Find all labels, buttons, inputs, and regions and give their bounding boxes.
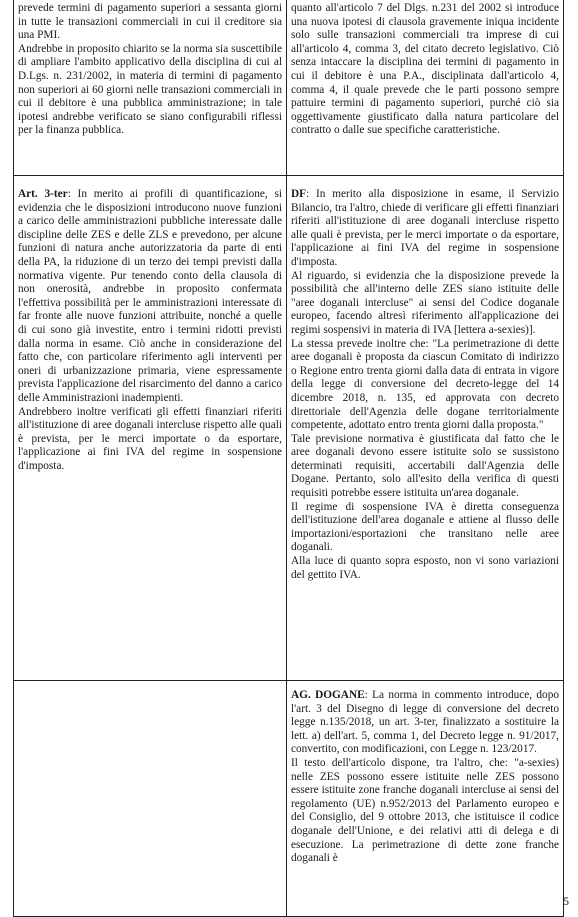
- paragraph: [18, 188, 282, 406]
- paragraph: [291, 689, 559, 757]
- comparison-table: [13, 0, 564, 917]
- left-cell: [14, 681, 287, 917]
- paragraph: Andrebbe in proposito chiarito se la norma sia suscettibile di ampliare l'ambito applicativo della disciplina di cui al D.Lgs. n. 231/2002, in materia di termini di pagamento non superiori ai 60 giorni nelle transazioni commerciali in cui il debitore è una pubblica amministrazione; in tale ipotesi andrebbe verificato se siano configurabili riflessi per la finanza pubblica.: [18, 42, 282, 137]
- paragraph: Al riguardo, si evidenzia che la disposizione prevede la possibilità che all'interno delle ZES siano istituite delle "aree doganali intercluse" ai sensi del Codice doganale europeo, facendo altresì riferimento all'applicazione dei regimi sospensivi in materia di IVA [lettera a-sexies)].: [291, 269, 559, 336]
- table-row: [14, 0, 564, 176]
- paragraph-text: : La norma in commento introduce, dopo l'art. 3 del Disegno di legge di conversione del decreto legge n.135/2018, un art. 3-ter, finalizzato a sostituire la lett. a) dell'art. 5, comma 1, del Decreto legge n. 91/2017, convertito, con modificazioni, con Legge n. 123/2017.: [291, 689, 559, 756]
- right-cell: [287, 681, 564, 917]
- paragraph: quanto all'articolo 7 del Dlgs. n.231 del 2002 si introduce una nuova ipotesi di clausola gravemente iniqua incidente solo sulle transazioni commerciali tra imprese di cui all'articolo 4, comma 3, del citato decreto legislativo. Ciò senza intaccare la disciplina dei termini di pagamento in cui il debitore è una P.A., disciplinata dall'articolo 4, comma 4, il quale prevede che le parti possono sempre pattuire termini di pagamento superiori, purché ciò sia oggettivamente giustificato dalla natura particolare del contratto o dalle sue specifiche caratteristiche.: [291, 2, 559, 137]
- right-cell: [287, 176, 564, 681]
- paragraph: Il testo dell'articolo dispone, tra l'altro, che: "a-sexies) nelle ZES possono essere istituite nelle ZES possono essere istituite zone franche doganali intercluse ai sensi del regolamento (UE) n.952/2013 del Parlamento europeo e del Consiglio, del 9 ottobre 2013, che istituisce il codice doganale dell'Unione, e dei relativi atti di delega e di esecuzione. La perimetrazione di dette zone franche doganali è: [291, 756, 559, 865]
- right-cell: [287, 0, 564, 176]
- paragraph: prevede termini di pagamento superiori a sessanta giorni in tutte le transazioni commerciali in cui il creditore sia una PMI.: [18, 2, 282, 42]
- page-number: 5: [563, 896, 569, 908]
- left-cell: [14, 0, 287, 176]
- section-heading: DF: [291, 188, 307, 200]
- table-row: [14, 681, 564, 917]
- left-cell: [14, 176, 287, 681]
- paragraph: Il regime di sospensione IVA è diretta conseguenza dell'istituzione dell'area doganale e attiene al flusso delle importazioni/esportazioni che transitano nelle aree doganali.: [291, 500, 559, 554]
- paragraph-text: : In merito alla disposizione in esame, il Servizio Bilancio, tra l'altro, chiede di verificare gli effetti finanziari riferiti all'istituzione di aree doganali intercluse rispetto alle quali è prevista, per le merci importate o da esportare, l'applicazione ai fini IVA del regime in sospensione d'imposta.: [291, 188, 559, 268]
- table-row: [14, 176, 564, 681]
- paragraph: Andrebbero inoltre verificati gli effetti finanziari riferiti all'istituzione di aree doganali intercluse rispetto alle quali è prevista, per le merci importate o da esportare, l'applicazione ai fini IVA del regime in sospensione d'imposta.: [18, 405, 282, 472]
- section-heading: AG. DOGANE: [291, 689, 365, 701]
- paragraph-text: : In merito ai profili di quantificazione, si evidenzia che le disposizioni introducono nuove funzioni a carico delle amministrazioni pubbliche interessate dalle discipline delle ZES e delle ZLS e prevedono, per alcune funzioni di natura anche autorizzatoria da parte di enti della PA, la riduzione di un terzo dei tempi previsti dalla normativa vigente. Pur tenendo conto della clausola di non onerosità, andrebbe in proposito confermata l'effettiva possibilità per le amministrazioni interessate di far fronte alle nuove funzioni attribuite, nonché a quelle di cui sono già investite, entro i termini ridotti previsti dalla norma in esame. Ciò anche in considerazione del fatto che, con particolare riferimento agli interventi per oneri di urbanizzazione primaria, viene espressamente prevista l'applicazione del risarcimento del danno a carico delle Amministrazioni inadempienti.: [18, 188, 282, 404]
- paragraph: Alla luce di quanto sopra esposto, non vi sono variazioni del gettito IVA.: [291, 555, 559, 581]
- section-heading: Art. 3-ter: [18, 188, 68, 200]
- paragraph: Tale previsione normativa è giustificata dal fatto che le aree doganali devono essere istituite solo se sussistono determinati requisiti, accertabili dall'Agenzia delle Dogane. Pertanto, solo all'esito della verifica di questi requisiti potrebbe essere istituita un'area doganale.: [291, 432, 559, 500]
- paragraph: La stessa prevede inoltre che: "La perimetrazione di dette aree doganali è proposta da ciascun Comitato di indirizzo o Regione entro trenta giorni dalla data di entrata in vigore della legge di conversione del decreto-legge del 14 dicembre 2018, n. 135, ed approvata con decreto direttoriale dell'Agenzia delle dogane territorialmente competente, adottato entro trenta giorni dalla proposta.": [291, 337, 559, 432]
- paragraph: [291, 188, 559, 270]
